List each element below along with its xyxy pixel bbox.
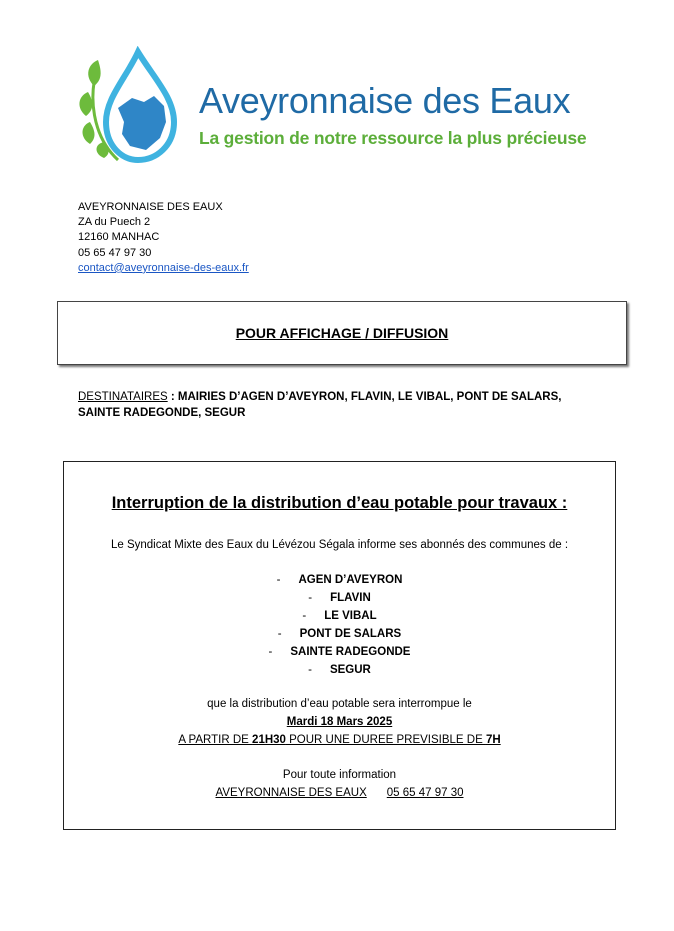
address-company: AVEYRONNAISE DES EAUX [78,201,223,213]
address-phone: 05 65 47 97 30 [78,246,152,259]
notice-title: POUR AFFICHAGE / DIFFUSION [235,325,449,341]
commune-list [64,571,615,679]
address-city: 12160 MANHAC [78,231,160,244]
notice-box [57,301,627,365]
brand-name: Aveyronnaise des Eaux [199,80,571,121]
interruption-date: Mardi 18 Mars 2025 [286,716,393,728]
interruption-text: que la distribution d’eau potable sera interrompue le [207,698,472,710]
list-item: - SEGUR [308,664,371,676]
email-link[interactable]: contact@aveyronnaise-des-eaux.fr [78,261,249,274]
announcement-intro: Le Syndicat Mixte des Eaux du Lévézou Ségala informe ses abonnés des communes de : [110,539,569,551]
sender-address [78,200,249,276]
address-street: ZA du Puech 2 [78,216,151,229]
list-item: - LE VIBAL [302,610,377,622]
recipients-list: : MAIRIES D’AGEN D’AVEYRON, FLAVIN, LE VIBAL, PONT DE SALARS, SAINTE RADEGONDE, SEGUR [78,391,562,419]
list-item: - AGEN D’AVEYRON [276,574,403,586]
info-label: Pour toute information [282,769,397,781]
recipients-label: DESTINATAIRES [78,391,168,403]
water-drop-leaf-logo [74,46,186,168]
interruption-schedule: A PARTIR DE 21H30 POUR UNE DUREE PREVISIBLE DE 7H [178,734,501,746]
contact-line [64,787,615,799]
contact-name: AVEYRONNAISE DES EAUX [215,787,367,799]
list-item: - FLAVIN [308,592,371,604]
contact-phone: 05 65 47 97 30 [386,787,464,799]
list-item: - SAINTE RADEGONDE [268,646,411,658]
announcement-title: Interruption de la distribution d’eau potable pour travaux : [111,494,568,512]
list-item: - PONT DE SALARS [277,628,402,640]
brand-tagline: La gestion de notre ressource la plus précieuse [199,128,587,148]
recipients [78,389,578,421]
announcement-box [63,461,616,830]
